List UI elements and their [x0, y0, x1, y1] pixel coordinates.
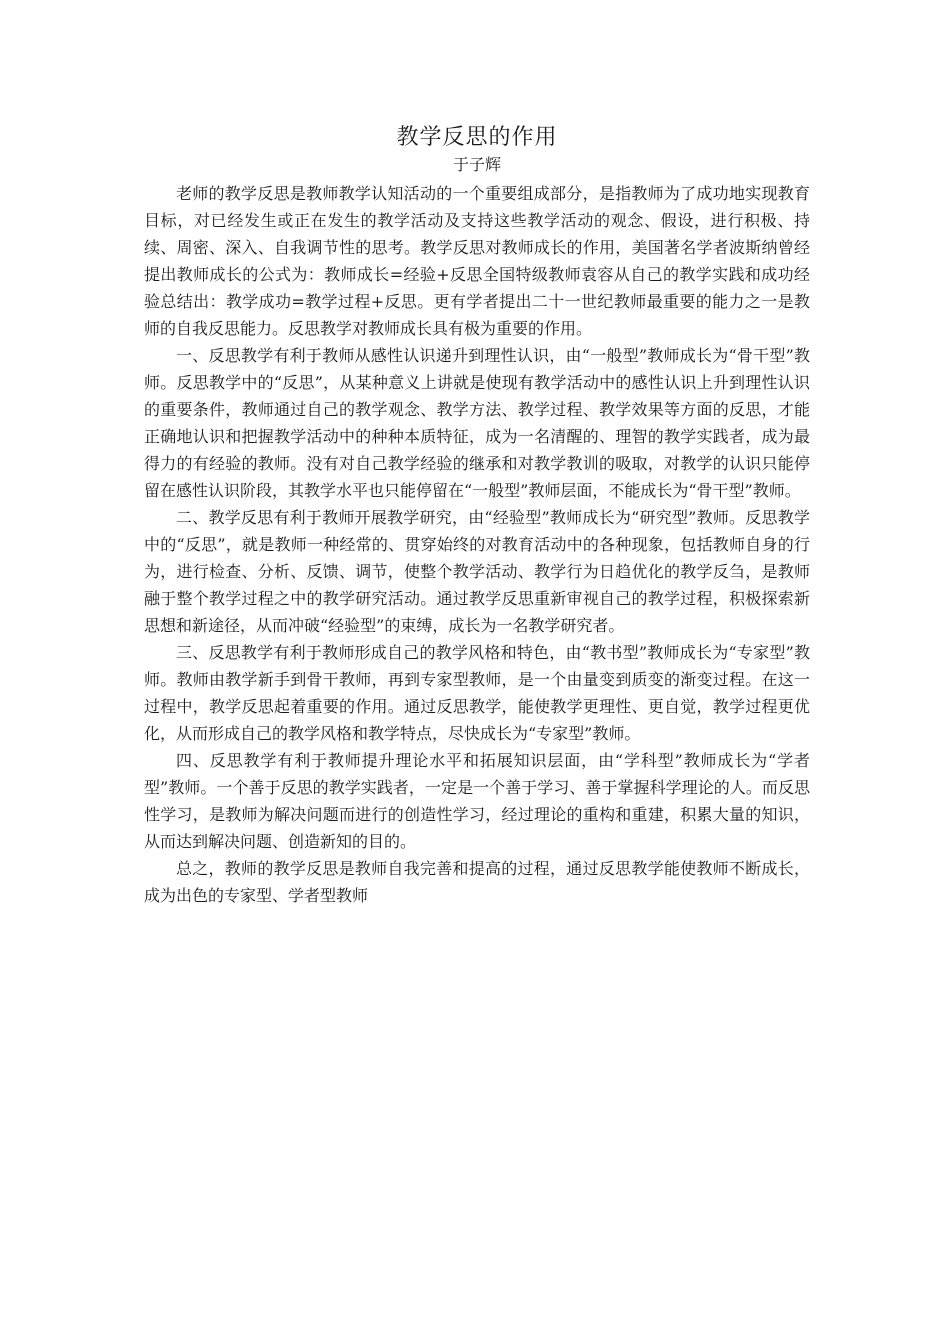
paragraph-conclusion: 总之，教师的教学反思是教师自我完善和提高的过程，通过反思教学能使教师不断成长，成为出色的专家型、学者型教师: [144, 859, 810, 905]
paragraph-intro: 老师的教学反思是教师教学认知活动的一个重要组成部分，是指教师为了成功地实现教育目标，对已经发生或正在发生的教学活动及支持这些教学活动的观念、假设，进行积极、持续、周密、深入、自我调节性的思考。教学反思对教师成长的作用，美国著名学者波斯纳曾经提出教师成长的公式为：教师成长=经验+反思全国特级教师袁容从自己的教学实践和成功经验总结出：教学成功=教学过程+反思。更有学者提出二十一世纪教师最重要的能力之一是教师的自我反思能力。反思教学对教师成长具有极为重要的作用。: [144, 184, 810, 338]
paragraph-point-3: 三、反思教学有利于教师形成自己的教学风格和特色，由“教书型”教师成长为“专家型”教师。教师由教学新手到骨干教师，再到专家型教师，是一个由量变到质变的渐变过程。在这一过程中，教学反思起着重要的作用。通过反思教学，能使教学更理性、更自觉，教学过程更优化，从而形成自己的教学风格和教学特点，尽快成长为“专家型”教师。: [144, 643, 810, 743]
document-author: 于子辉: [452, 155, 501, 174]
paragraph-point-4: 四、反思教学有利于教师提升理论水平和拓展知识层面，由“学科型”教师成长为“学者型”教师。一个善于反思的教学实践者，一定是一个善于学习、善于掌握科学理论的人。而反思性学习，是教师为解决问题而进行的创造性学习，经过理论的重构和重建，积累大量的知识，从而达到解决问题、创造新知的目的。: [144, 751, 810, 851]
paragraph-point-1: 一、反思教学有利于教师从感性认识递升到理性认识，由“一般型”教师成长为“骨干型”教师。反思教学中的“反思”，从某种意义上讲就是使现有教学活动中的感性认识上升到理性认识的重要条件，教师通过自己的教学观念、教学方法、教学过程、教学效果等方面的反思，才能正确地认识和把握教学活动中的种种本质特征，成为一名清醒的、理智的教学实践者，成为最得力的有经验的教师。没有对自己教学经验的继承和对教学教训的吸取，对教学的认识只能停留在感性认识阶段，其教学水平也只能停留在“一般型”教师层面，不能成长为“骨干型”教师。: [144, 346, 810, 500]
paragraph-point-2: 二、教学反思有利于教师开展教学研究，由“经验型”教师成长为“研究型”教师。反思教学中的“反思”，就是教师一种经常的、贯穿始终的对教育活动中的各种现象，包括教师自身的行为，进行检查、分析、反馈、调节，使整个教学活动、教学行为日趋优化的教学反刍，是教师融于整个教学过程之中的教学研究活动。通过教学反思重新审视自己的教学过程，积极探索新思想和新途径，从而冲破“经验型”的束缚，成长为一名教学研究者。: [144, 508, 810, 635]
document-title: 教学反思的作用: [396, 125, 558, 150]
document-page: [144, 122, 810, 909]
